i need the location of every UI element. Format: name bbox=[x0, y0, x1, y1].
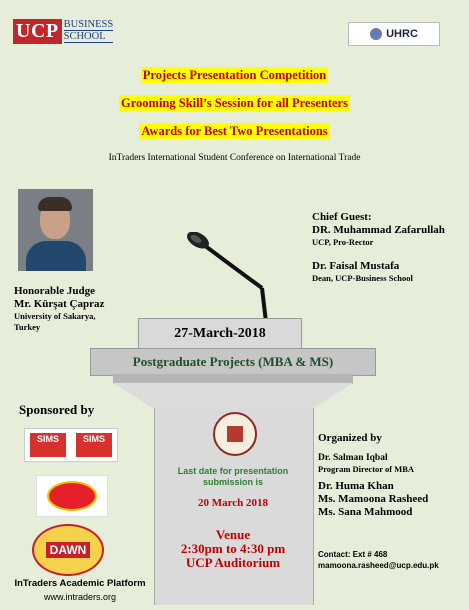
uhrc-logo bbox=[348, 22, 440, 46]
university-seal-icon bbox=[213, 412, 257, 456]
uhrc-emblem-icon bbox=[370, 28, 382, 40]
headline-1: Projects Presentation Competition bbox=[142, 68, 327, 82]
chief-guest-name: DR. Muhammad Zafarullah bbox=[312, 224, 445, 236]
headline-2: Grooming Skill’s Session for all Presenters bbox=[121, 96, 348, 110]
deadline-date: 20 March 2018 bbox=[197, 497, 269, 509]
event-date: 27-March-2018 bbox=[138, 318, 302, 350]
judge-country: Turkey bbox=[14, 322, 41, 332]
microphone-icon bbox=[180, 232, 280, 322]
judge-role: Honorable Judge bbox=[14, 285, 95, 297]
conference-title: InTraders International Student Conference on International Trade bbox=[108, 153, 361, 163]
organizer-3-name: Ms. Mamoona Rasheed bbox=[318, 493, 429, 505]
ucp-logo-line1: BUSINESS bbox=[63, 19, 114, 30]
contact-email[interactable]: mamoona.rasheed@ucp.edu.pk bbox=[318, 561, 439, 570]
contact-info bbox=[318, 549, 468, 571]
organizer-1-name: Dr. Salman Iqbal bbox=[318, 453, 388, 463]
organizers-info bbox=[318, 432, 466, 519]
ucp-logo-line2: SCHOOL bbox=[64, 31, 114, 43]
chief-guest-heading: Chief Guest: bbox=[312, 211, 372, 223]
contact-ext: Contact: Ext # 468 bbox=[318, 550, 388, 559]
venue-time: 2:30pm to 4:30 pm bbox=[180, 541, 286, 556]
venue-label: Venue bbox=[215, 527, 251, 542]
uhrc-logo-text: UHRC bbox=[386, 28, 418, 40]
platform-website[interactable]: www.intraders.org bbox=[43, 592, 117, 602]
chief-guest-info bbox=[312, 211, 462, 284]
podium-edge bbox=[113, 374, 353, 384]
judge-affiliation: University of Sakarya, bbox=[14, 311, 96, 321]
organizer-1-title: Program Director of MBA bbox=[318, 464, 415, 474]
sponsors-heading: Sponsored by bbox=[19, 402, 95, 417]
program-title: Postgraduate Projects (MBA & MS) bbox=[90, 348, 376, 376]
venue-place: UCP Auditorium bbox=[185, 555, 281, 570]
judge-info bbox=[14, 285, 124, 333]
organizer-4-name: Ms. Sana Mahmood bbox=[318, 506, 413, 518]
venue-info bbox=[154, 528, 312, 570]
guest2-title: Dean, UCP-Business School bbox=[312, 273, 413, 283]
ucp-business-school-logo bbox=[13, 14, 119, 48]
sims-logo: SIMS SIMS bbox=[24, 428, 118, 462]
platform-name: InTraders Academic Platform bbox=[14, 578, 146, 589]
deadline-label: Last date for presentation submission is bbox=[177, 466, 289, 487]
guest2-name: Dr. Faisal Mustafa bbox=[312, 260, 400, 272]
organizers-heading: Organized by bbox=[318, 432, 382, 444]
chief-guest-title: UCP, Pro-Rector bbox=[312, 237, 374, 247]
podium-taper bbox=[113, 383, 353, 409]
organizer-2-name: Dr. Huma Khan bbox=[318, 480, 394, 492]
headline-3: Awards for Best Two Presentations bbox=[141, 124, 328, 138]
judge-name: Mr. Kürşat Çapraz bbox=[14, 298, 105, 310]
ucp-logo-mark: UCP bbox=[13, 19, 62, 44]
sponsor-logo-2 bbox=[36, 475, 108, 517]
judge-photo bbox=[18, 189, 93, 271]
dawn-foods-logo: DAWN bbox=[32, 524, 104, 576]
